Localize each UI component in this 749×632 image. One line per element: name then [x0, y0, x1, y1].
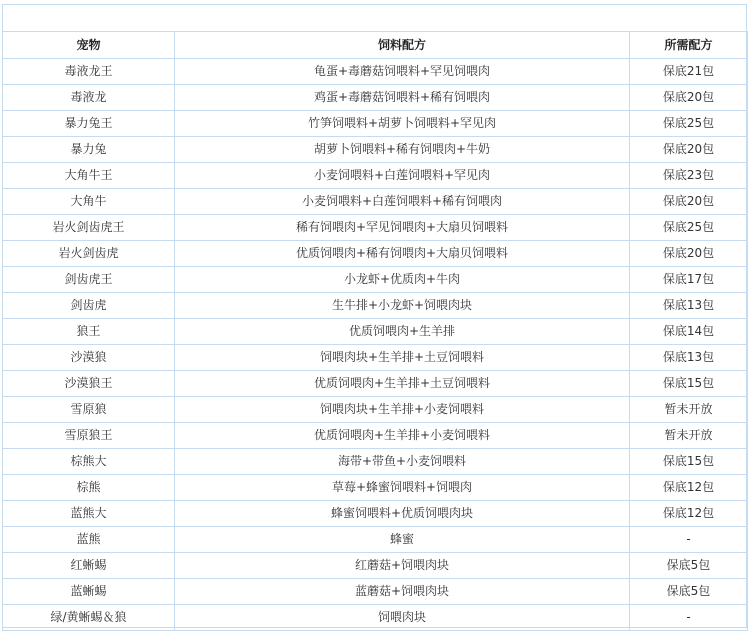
table-row [3, 579, 748, 605]
table-row [3, 423, 748, 449]
recipe-cell: 生牛排+小龙虾+饲喂肉块 [175, 293, 630, 319]
required-cell: 保底25包 [630, 111, 748, 137]
header-required: 所需配方 [630, 32, 748, 59]
recipe-cell: 海带+带鱼+小麦饲喂料 [175, 449, 630, 475]
recipe-cell: 饲喂肉块 [175, 605, 630, 631]
table-row [3, 241, 748, 267]
recipe-cell: 蜂蜜饲喂料+优质饲喂肉块 [175, 501, 630, 527]
recipe-cell: 蓝蘑菇+饲喂肉块 [175, 579, 630, 605]
recipe-cell: 草莓+蜂蜜饲喂料+饲喂肉 [175, 475, 630, 501]
recipe-cell: 优质饲喂肉+生羊排+土豆饲喂料 [175, 371, 630, 397]
recipe-cell: 鸡蛋+毒蘑菇饲喂料+稀有饲喂肉 [175, 85, 630, 111]
pet-name-cell: 棕熊 [3, 475, 175, 501]
table-row [3, 527, 748, 553]
required-cell: 保底5包 [630, 579, 748, 605]
pet-name-cell: 绿/黄蜥蜴＆狼 [3, 605, 175, 631]
required-cell: - [630, 605, 748, 631]
table-row [3, 605, 748, 631]
header-pet: 宠物 [3, 32, 175, 59]
table-row [3, 345, 748, 371]
pet-name-cell: 蓝蜥蜴 [3, 579, 175, 605]
table-row [3, 215, 748, 241]
required-cell: 保底20包 [630, 241, 748, 267]
table-row [3, 501, 748, 527]
recipe-table [2, 31, 748, 631]
recipe-cell: 胡萝卜饲喂料+稀有饲喂肉+牛奶 [175, 137, 630, 163]
required-cell: 保底20包 [630, 189, 748, 215]
recipe-cell: 红蘑菇+饲喂肉块 [175, 553, 630, 579]
table-row [3, 397, 748, 423]
header-row [3, 32, 748, 59]
recipe-cell: 小麦饲喂料+白莲饲喂料+稀有饲喂肉 [175, 189, 630, 215]
table-row [3, 267, 748, 293]
pet-name-cell: 毒液龙 [3, 85, 175, 111]
pet-name-cell: 沙漠狼 [3, 345, 175, 371]
required-cell: 保底17包 [630, 267, 748, 293]
recipe-cell: 饲喂肉块+生羊排+土豆饲喂料 [175, 345, 630, 371]
pet-name-cell: 蓝熊 [3, 527, 175, 553]
table-row [3, 163, 748, 189]
table-row [3, 111, 748, 137]
recipe-cell: 优质饲喂肉+生羊排+小麦饲喂料 [175, 423, 630, 449]
recipe-cell: 优质饲喂肉+生羊排 [175, 319, 630, 345]
required-cell: 保底15包 [630, 449, 748, 475]
required-cell: 保底12包 [630, 501, 748, 527]
pet-name-cell: 剑齿虎 [3, 293, 175, 319]
pet-name-cell: 大角牛 [3, 189, 175, 215]
required-cell: 保底20包 [630, 85, 748, 111]
required-cell: 保底5包 [630, 553, 748, 579]
required-cell: 保底13包 [630, 345, 748, 371]
table-body [3, 59, 748, 631]
recipe-cell: 蜂蜜 [175, 527, 630, 553]
required-cell: 保底14包 [630, 319, 748, 345]
recipe-cell: 小麦饲喂料+白莲饲喂料+罕见肉 [175, 163, 630, 189]
pet-name-cell: 大角牛王 [3, 163, 175, 189]
table-row [3, 137, 748, 163]
required-cell: 保底12包 [630, 475, 748, 501]
recipe-cell: 龟蛋+毒蘑菇饲喂料+罕见饲喂肉 [175, 59, 630, 85]
header-recipe: 饲料配方 [175, 32, 630, 59]
pet-name-cell: 剑齿虎王 [3, 267, 175, 293]
table-row [3, 59, 748, 85]
recipe-cell: 竹笋饲喂料+胡萝卜饲喂料+罕见肉 [175, 111, 630, 137]
required-cell: 保底21包 [630, 59, 748, 85]
pet-name-cell: 狼王 [3, 319, 175, 345]
pet-name-cell: 沙漠狼王 [3, 371, 175, 397]
required-cell: 暂未开放 [630, 423, 748, 449]
table-row [3, 553, 748, 579]
pet-name-cell: 岩火剑齿虎王 [3, 215, 175, 241]
pet-name-cell: 暴力兔 [3, 137, 175, 163]
pet-name-cell: 雪原狼 [3, 397, 175, 423]
table-row [3, 475, 748, 501]
pet-name-cell: 红蜥蜴 [3, 553, 175, 579]
table-row [3, 319, 748, 345]
table-row [3, 293, 748, 319]
required-cell: 保底13包 [630, 293, 748, 319]
required-cell: - [630, 527, 748, 553]
table-row [3, 449, 748, 475]
pet-name-cell: 棕熊大 [3, 449, 175, 475]
recipe-cell: 优质饲喂肉+稀有饲喂肉+大扇贝饲喂料 [175, 241, 630, 267]
required-cell: 保底25包 [630, 215, 748, 241]
required-cell: 保底20包 [630, 137, 748, 163]
pet-name-cell: 蓝熊大 [3, 501, 175, 527]
pet-name-cell: 雪原狼王 [3, 423, 175, 449]
table-row [3, 189, 748, 215]
required-cell: 保底15包 [630, 371, 748, 397]
table-row [3, 85, 748, 111]
required-cell: 暂未开放 [630, 397, 748, 423]
recipe-cell: 小龙虾+优质肉+牛肉 [175, 267, 630, 293]
recipe-cell: 稀有饲喂肉+罕见饲喂肉+大扇贝饲喂料 [175, 215, 630, 241]
required-cell: 保底23包 [630, 163, 748, 189]
pet-name-cell: 暴力兔王 [3, 111, 175, 137]
recipe-cell: 饲喂肉块+生羊排+小麦饲喂料 [175, 397, 630, 423]
pet-name-cell: 毒液龙王 [3, 59, 175, 85]
pet-name-cell: 岩火剑齿虎 [3, 241, 175, 267]
table-row [3, 371, 748, 397]
